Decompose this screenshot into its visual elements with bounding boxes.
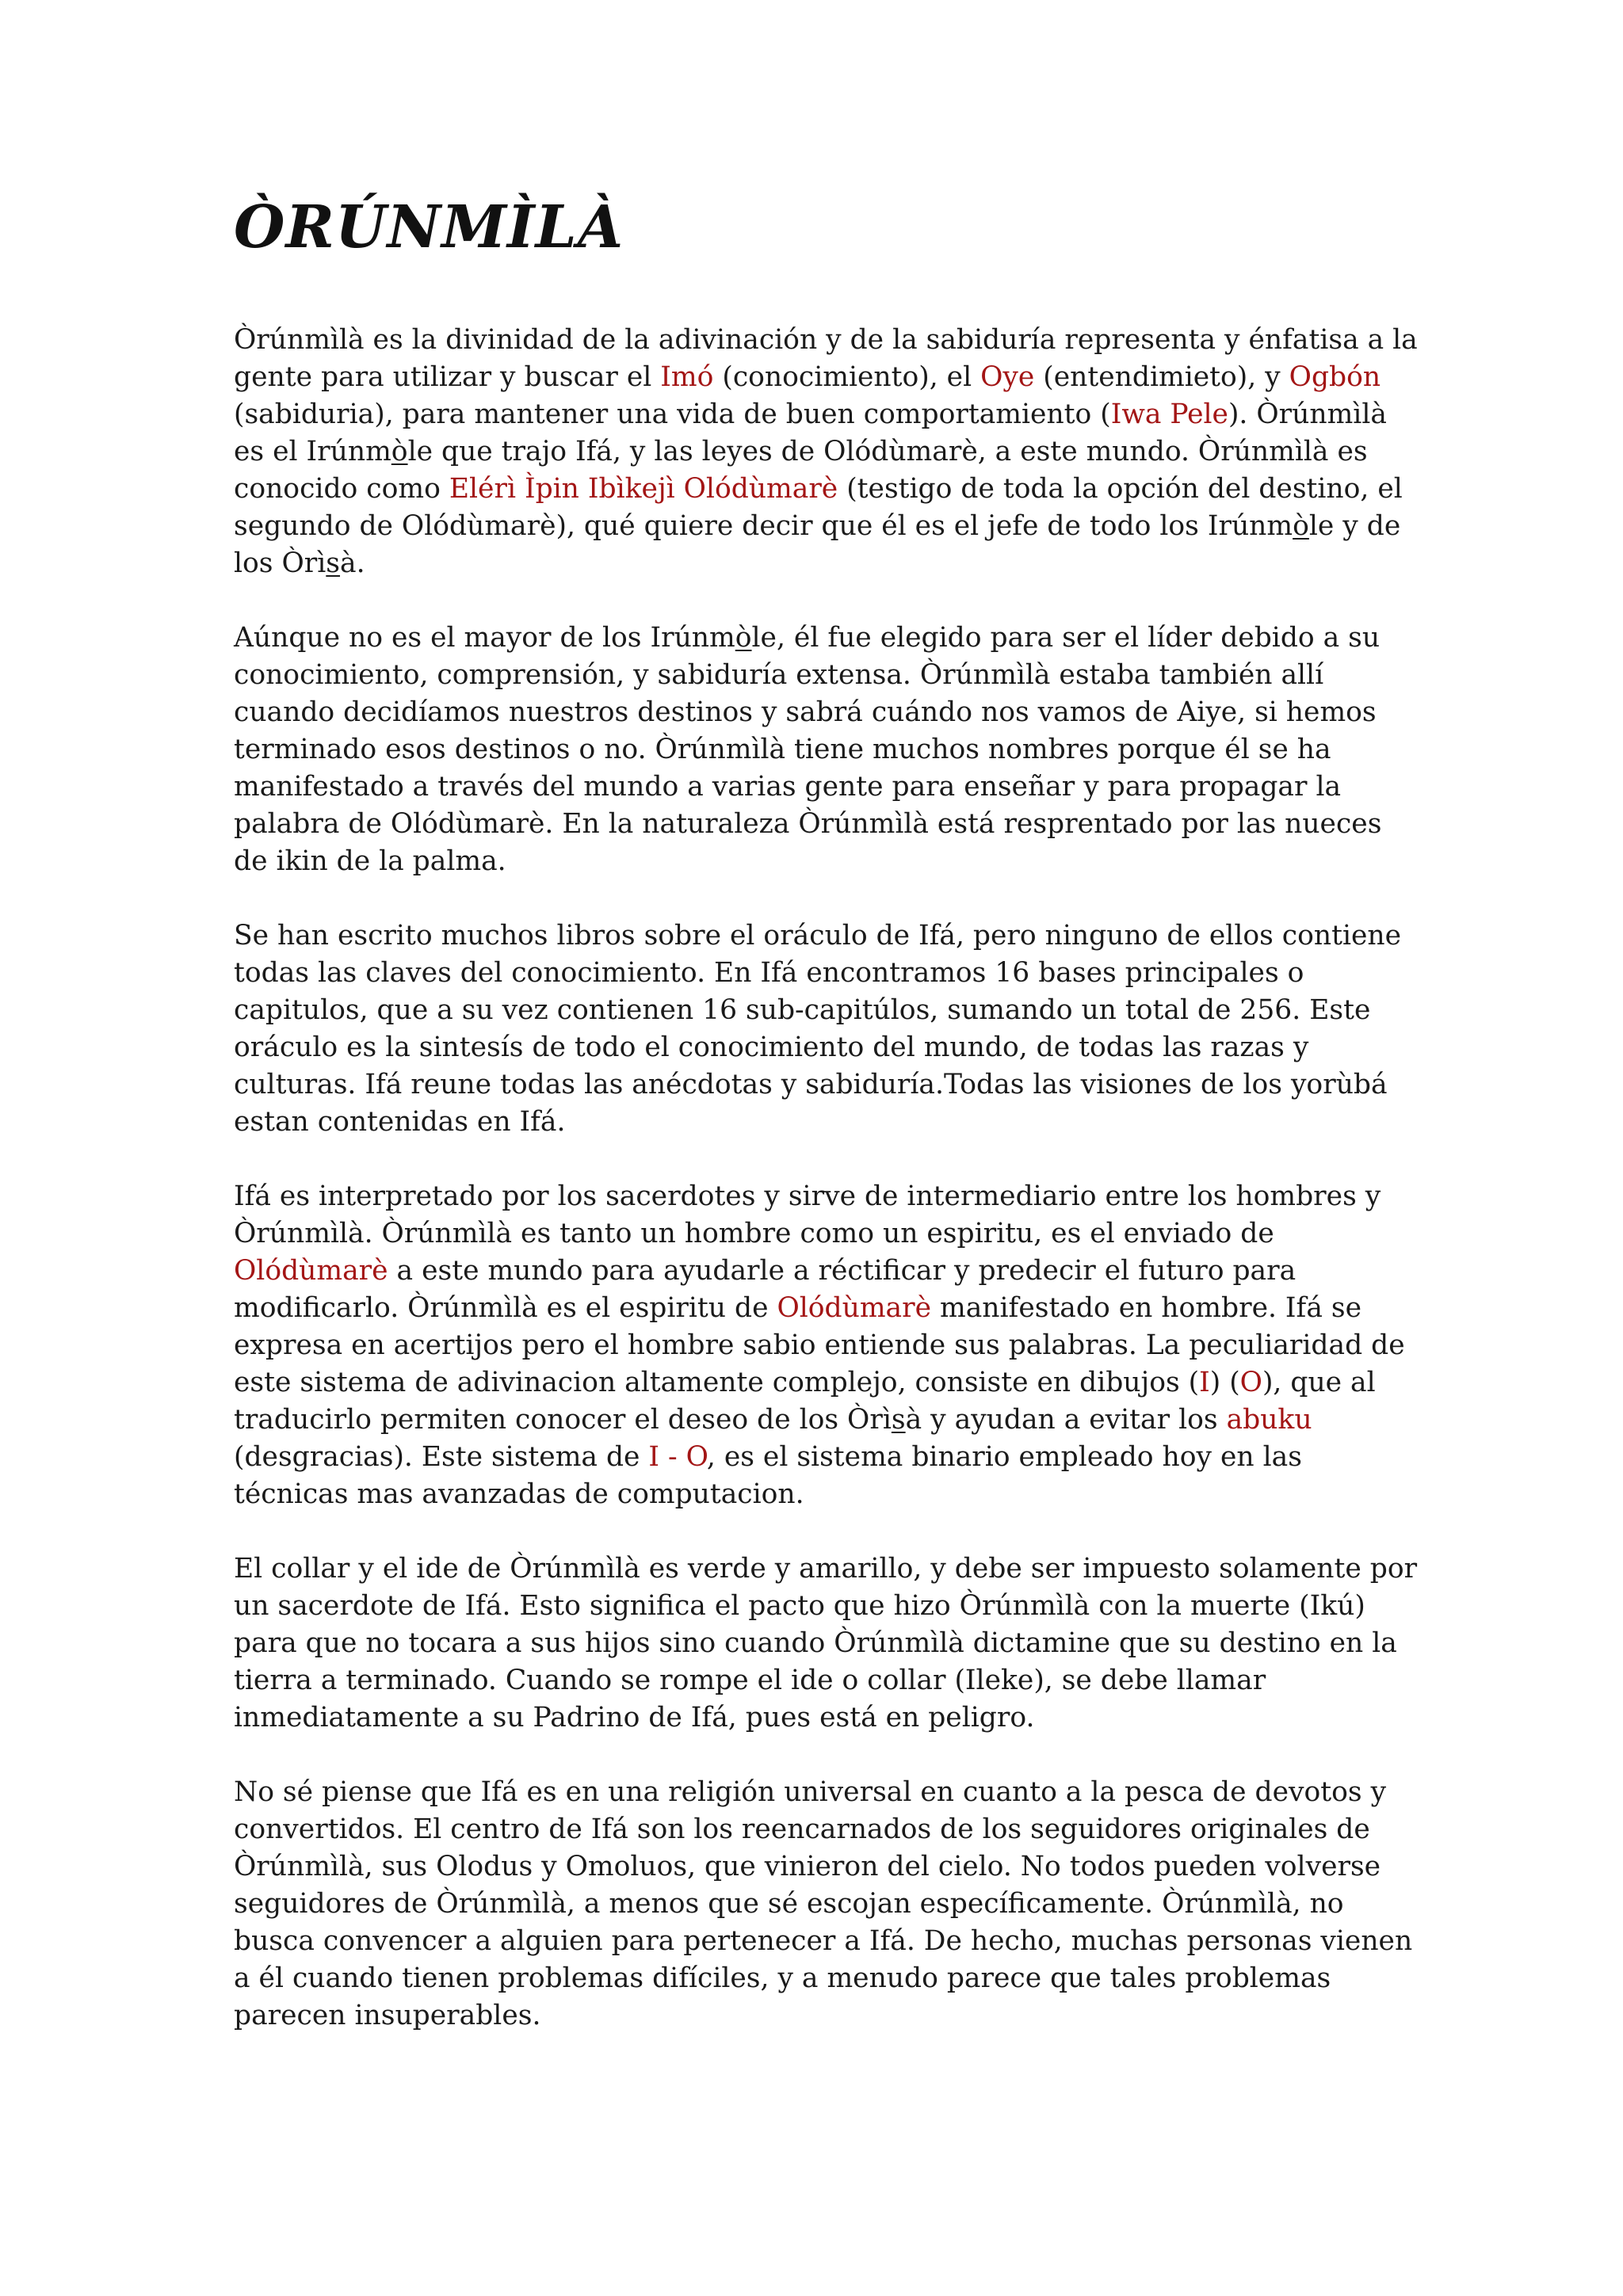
- page-title: ÒRÚNMÌLÀ: [234, 193, 624, 261]
- text-run: Ifá es interpretado por los sacerdotes y sirve de intermediario entre los hombres y Òrúnmìlà. Òrúnmìlà es tanto un hombre como un espiritu, es el enviado de: [234, 1180, 1381, 1249]
- text-run: le y de los Òrì: [234, 510, 1401, 579]
- text-run: à y ayudan a evitar los: [905, 1404, 1227, 1436]
- highlight-term: Olódùmarè: [777, 1292, 932, 1324]
- text-run: ), que al traducirlo permiten conocer el deseo de los Òrì: [234, 1367, 1376, 1436]
- highlight-term: Iwa Pele: [1110, 399, 1228, 430]
- paragraph-1: [234, 322, 1423, 582]
- text-run: manifestado en hombre. Ifá se expresa en acertijos pero el hombre sabio entiende sus palabras. La peculiaridad de este sistema de adivinacion altamente complejo, consiste en dibujos (: [234, 1292, 1405, 1398]
- text-run: (desgracias). Este sistema de: [234, 1441, 649, 1473]
- underlined-char: ò: [1293, 510, 1309, 542]
- highlight-term: Ogbón: [1289, 361, 1381, 393]
- underlined-char: s: [326, 547, 341, 579]
- highlight-term: I - O: [648, 1441, 707, 1473]
- highlight-term: Olódùmarè: [234, 1255, 388, 1287]
- text-run: (conocimiento), el: [713, 361, 981, 393]
- text-run: (sabiduria), para mantener una vida de buen comportamiento (: [234, 399, 1111, 430]
- highlight-term: O: [1239, 1367, 1262, 1398]
- text-run: ) (: [1209, 1367, 1240, 1398]
- highlight-term: Elérì Ìpin Ibìkejì Olódùmarè: [449, 473, 838, 505]
- highlight-term: I: [1199, 1367, 1210, 1398]
- text-run: Aúnque no es el mayor de los Irúnm: [234, 622, 735, 654]
- text-run: (entendimieto), y: [1034, 361, 1289, 393]
- highlight-term: abuku: [1226, 1404, 1312, 1436]
- paragraph-3: Se han escrito muchos libros sobre el oráculo de Ifá, pero ninguno de ellos contiene todas las claves del conocimiento. En Ifá encontramos 16 bases principales o capitulos, que a su vez contienen 16 sub-capitúlos, sumando un total de 256. Este oráculo es la sintesís de todo el conocimiento del mundo, de todas las razas y culturas. Ifá reune todas las anécdotas y sabiduría.Todas las visiones de los yorùbá estan contenidas en Ifá.: [234, 920, 1402, 1138]
- highlight-term: Oye: [980, 361, 1035, 393]
- document-page: [234, 193, 1423, 2072]
- paragraph-4: [234, 1178, 1423, 1513]
- paragraph-6: No sé piense que Ifá es en una religión universal en cuanto a la pesca de devotos y convertidos. El centro de Ifá son los reencarnados de los seguidores originales de Òrúnmìlà, sus Olodus y Omoluos, que vinieron del cielo. No todos pueden volverse seguidores de Òrúnmìlà, a menos que sé escojan específicamente. Òrúnmìlà, no busca convencer a alguien para pertenecer a Ifá. De hecho, muchas personas vienen a él cuando tienen problemas difíciles, y a menudo parece que tales problemas parecen insuperables.: [234, 1776, 1413, 2031]
- text-run: le que trajo Ifá, y las leyes de Olódùmarè, a este mundo. Òrúnmìlà es conocido como: [234, 436, 1368, 505]
- highlight-term: Imó: [660, 361, 714, 393]
- underlined-char: ò: [391, 436, 408, 467]
- paragraph-5: El collar y el ide de Òrúnmìlà es verde y amarillo, y debe ser impuesto solamente por un sacerdote de Ifá. Esto significa el pacto que hizo Òrúnmìlà con la muerte (Ikú) para que no tocara a sus hijos sino cuando Òrúnmìlà dictamine que su destino en la tierra a terminado. Cuando se rompe el ide o collar (Ileke), se debe llamar inmediatamente a su Padrino de Ifá, pues está en peligro.: [234, 1553, 1418, 1733]
- underlined-char: s: [891, 1404, 906, 1436]
- underlined-char: ò: [735, 622, 752, 654]
- text-run: ). Òrúnmìlà es el Irúnm: [234, 399, 1387, 467]
- text-run: a este mundo para ayudarle a réctificar y predecir el futuro para modificarlo. Òrúnmìlà es el espiritu de: [234, 1255, 1296, 1324]
- text-run: à.: [340, 547, 365, 579]
- text-run: (testigo de toda la opción del destino, el segundo de Olódùmarè), qué quiere decir que él es el jefe de todo los Irúnm: [234, 473, 1403, 542]
- text-run: , es el sistema binario empleado hoy en las técnicas mas avanzadas de computacion.: [234, 1441, 1302, 1510]
- paragraph-2: [234, 620, 1423, 880]
- text-run: Òrúnmìlà es la divinidad de la adivinación y de la sabiduría representa y énfatisa a la gente para utilizar y buscar el: [234, 324, 1418, 393]
- text-run: le, él fue elegido para ser el líder debido a su conocimiento, comprensión, y sabiduría extensa. Òrúnmìlà estaba también allí cuando decidíamos nuestros destinos y sabrá cuándo nos vamos de Aiye, si hemos terminado esos destinos o no. Òrúnmìlà tiene muchos nombres porque él se ha manifestado a través del mundo a varias gente para enseñar y para propagar la palabra de Olódùmarè. En la naturaleza Òrúnmìlà está resprentado por las nueces de ikin de la palma.: [234, 622, 1382, 877]
